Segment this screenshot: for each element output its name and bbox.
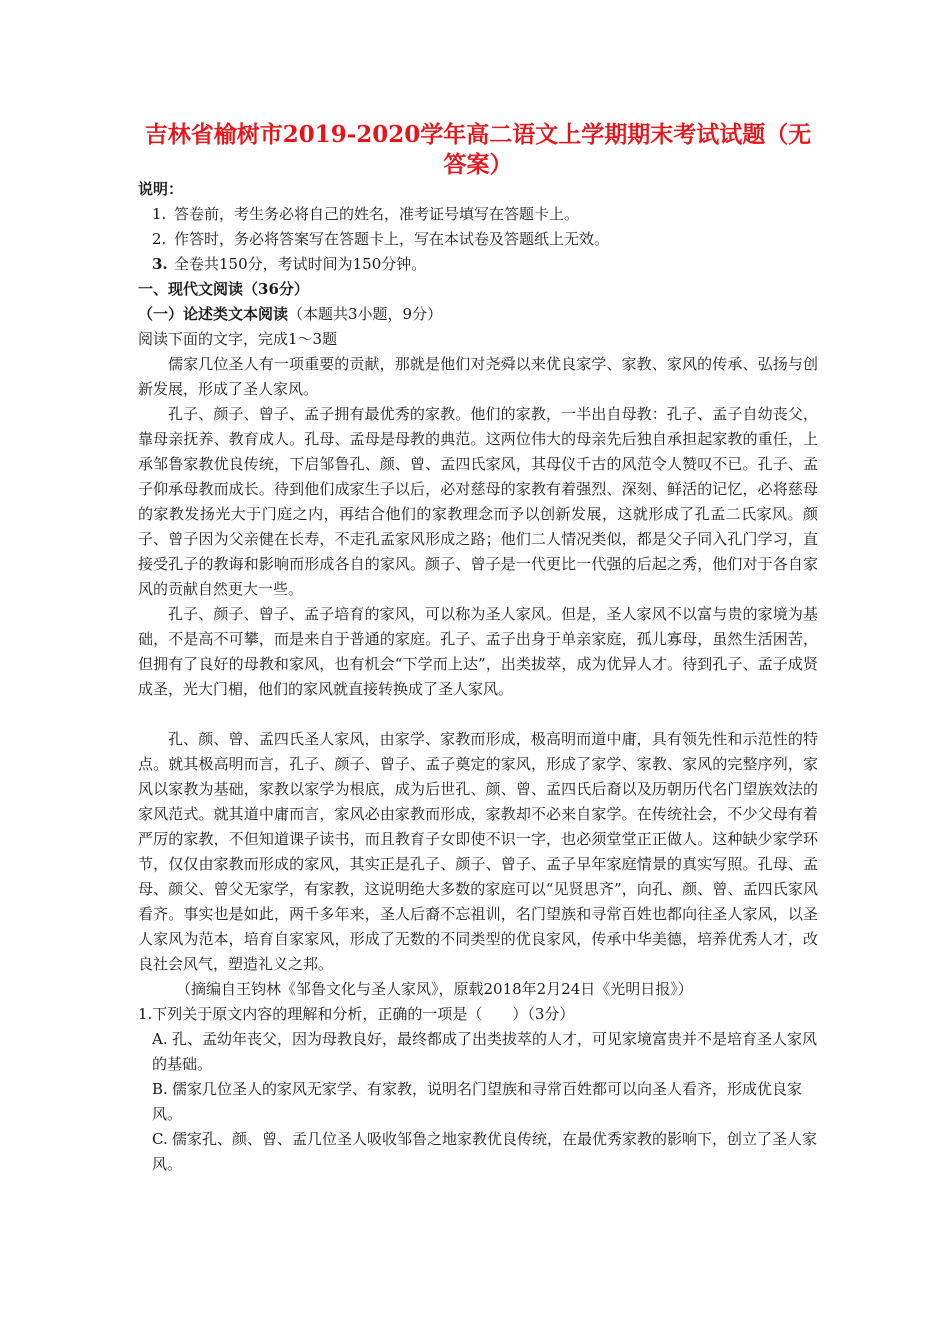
reading-direction: 阅读下面的文字，完成1～3题 bbox=[138, 330, 338, 348]
option-label: C. bbox=[152, 1130, 168, 1148]
passage-paragraph: 孔、颜、曾、孟四氏圣人家风，由家学、家教而形成，极高明而道中庸，具有领先性和示范性的特点。就其极高明而言，孔子、颜子、曾子、孟子奠定的家风，形成了家学、家教、家风的完整序列，家风以家教为基础，家教以家学为根底，成为后世孔、颜、曾、孟四氏后裔以及历朝历代名门望族效法的家风范式。就其道中庸而言，家风必由家教而形成，家教却不必来自家学。在传统社会，不少父母有着严厉的家教，不但知道课子读书，而且教育子女即使不识一字，也必须堂堂正正做人。这种缺少家学环节，仅仅由家教而形成的家风，其实正是孔子、颜子、曾子、孟子早年家庭情景的真实写照。孔母、孟母、颜父、曾父无家学，有家教，这说明绝大多数的家庭可以“见贤思齐”，向孔、颜、曾、孟四氏家风看齐。事实也是如此，两千多年来，圣人后裔不忘祖训，名门望族和寻常百姓也都向往圣人家风，以圣人家风为范本，培育自家家风，形成了无数的不同类型的优良家风，传承中华美德，培养优秀人才，改良社会风气，塑造礼义之邦。 bbox=[138, 730, 818, 973]
passage-source: （摘编自王钧林《邹鲁文化与圣人家风》，原载2018年2月24日《光明日报》） bbox=[176, 980, 693, 998]
passage-paragraph: 孔子、颜子、曾子、孟子培育的家风，可以称为圣人家风。但是，圣人家风不以富与贵的家境为基础，不是高不可攀，而是来自于普通的家庭。孔子、孟子出身于单亲家庭，孤儿寡母，虽然生活困苦，但拥有了良好的母教和家风，也有机会“下学而上达”，出类拔萃，成为优异人才。待到孔子、孟子成贤成圣，光大门楣，他们的家风就直接转换成了圣人家风。 bbox=[138, 605, 818, 698]
instruction-item bbox=[138, 227, 818, 252]
question-stem: 1.下列关于原文内容的理解和分析，正确的一项是（ ）（3分） bbox=[138, 1005, 575, 1023]
option-label: A. bbox=[152, 1030, 168, 1048]
instruction-text: 全卷共150分，考试时间为150分钟。 bbox=[174, 255, 427, 273]
instruction-text: 作答时，务必将答案写在答题卡上，写在本试卷及答题纸上无效。 bbox=[174, 230, 610, 248]
instruction-item bbox=[138, 202, 818, 227]
subsection-title: （一）论述类文本阅读 bbox=[138, 305, 289, 323]
answer-option bbox=[138, 1077, 818, 1127]
section-heading: 一、现代文阅读（36分） bbox=[138, 280, 309, 298]
document-body bbox=[138, 177, 818, 1177]
instruction-number: 3. bbox=[152, 255, 168, 273]
option-text: 儒家几位圣人的家风无家学、有家教，说明名门望族和寻常百姓都可以向圣人看齐，形成优良家风。 bbox=[152, 1080, 803, 1123]
paragraph-gap bbox=[138, 702, 818, 727]
option-text: 儒家孔、颜、曾、孟几位圣人吸收邹鲁之地家教优良传统，在最优秀家教的影响下，创立了圣人家风。 bbox=[152, 1130, 818, 1173]
subsection-heading bbox=[138, 302, 818, 327]
instruction-number: 1. bbox=[152, 205, 167, 223]
option-label: B. bbox=[152, 1080, 168, 1098]
passage-paragraph: 儒家几位圣人有一项重要的贡献，那就是他们对尧舜以来优良家学、家教、家风的传承、弘扬与创新发展，形成了圣人家风。 bbox=[138, 355, 818, 398]
option-text: 孔、孟幼年丧父，因为母教良好，最终都成了出类拔萃的人才，可见家境富贵并不是培育圣人家风的基础。 bbox=[152, 1030, 818, 1073]
subsection-note: （本题共3小题，9分） bbox=[288, 305, 443, 323]
answer-option bbox=[138, 1027, 818, 1077]
document-title: 吉林省榆树市2019-2020学年高二语文上学期期末考试试题（无答案） bbox=[144, 121, 812, 178]
instructions-heading: 说明： bbox=[138, 180, 184, 198]
answer-option bbox=[138, 1127, 818, 1177]
instruction-number: 2. bbox=[152, 230, 167, 248]
instruction-item bbox=[138, 252, 818, 277]
passage-paragraph: 孔子、颜子、曾子、孟子拥有最优秀的家教。他们的家教，一半出自母教：孔子、孟子自幼丧父，靠母亲抚养、教育成人。孔母、孟母是母教的典范。这两位伟大的母亲先后独自承担起家教的重任，上承邹鲁家教优良传统，下启邹鲁孔、颜、曾、孟四氏家风，其母仪千古的风范令人赞叹不已。孔子、孟子仰承母教而成长。待到他们成家生子以后，必对慈母的家教有着强烈、深刻、鲜活的记忆，必将慈母的家教发扬光大于门庭之内，再结合他们的家教理念而予以创新发展，这就形成了孔孟二氏家风。颜子、曾子因为父亲健在长寿，不走孔孟家风形成之路；他们二人情况类似，都是父子同入孔门学习，直接受孔子的教诲和影响而形成各自的家风。颜子、曾子是一代更比一代强的后起之秀，他们对于各自家风的贡献自然更大一些。 bbox=[138, 405, 818, 598]
instruction-text: 答卷前，考生务必将自己的姓名，准考证号填写在答题卡上。 bbox=[174, 205, 580, 223]
